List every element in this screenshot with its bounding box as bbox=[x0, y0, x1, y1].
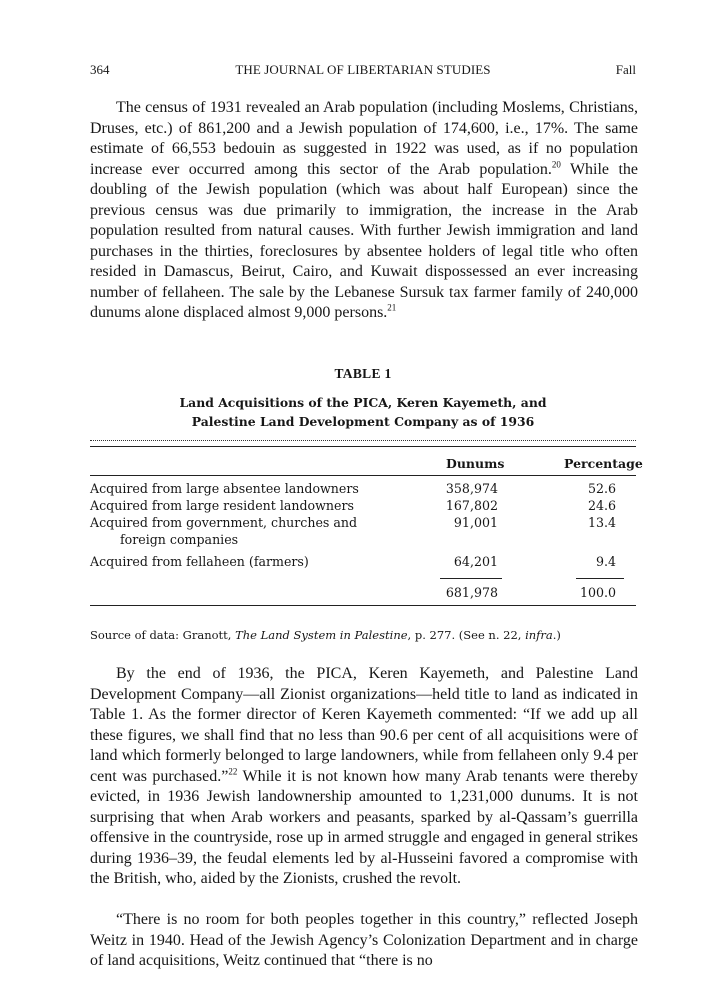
table-bottom-rule bbox=[90, 605, 636, 606]
source-text: Source of data: Granott, bbox=[90, 628, 236, 642]
row-label: Acquired from large resident landowners bbox=[90, 498, 354, 513]
footnote-ref: 22 bbox=[228, 766, 238, 777]
paragraph-census-1931 bbox=[90, 98, 638, 324]
sum-rule-dunums bbox=[440, 578, 502, 579]
percentage-value: 52.6 bbox=[587, 481, 616, 496]
dunums-value: 167,802 bbox=[445, 498, 498, 513]
issue-season: Fall bbox=[615, 62, 636, 77]
dunums-value: 91,001 bbox=[453, 515, 498, 530]
dunums-value: 64,201 bbox=[453, 554, 498, 569]
row-label-continuation: foreign companies bbox=[120, 531, 239, 547]
paragraph-text: By the end of 1936, the PICA, Keren Kayemeth, and Palestine Land Development Company—all Zionist organizations—held title to land as indicated in Table 1. As the former director of Keren Kayemeth commented: “If we add up all these figures, we shall find that no less than 90.6 per cent of all acquisitions were of land which formerly belonged to large landowners, while from fellaheen only 9.4 per cent was purchased.” bbox=[90, 665, 638, 785]
percentage-value: 9.4 bbox=[595, 554, 616, 569]
footnote-ref: 20 bbox=[551, 159, 561, 170]
row-label-text: Acquired from government, churches and bbox=[90, 515, 358, 530]
source-text: , p. 277. (See n. 22, bbox=[407, 628, 526, 642]
source-infra: infra bbox=[525, 628, 553, 642]
row-label: Acquired from large absentee landowners bbox=[90, 481, 359, 496]
paragraph-text: While it is not known how many Arab tenants were thereby evicted, in 1936 Jewish landownership amounted to 1,231,000 dunums. It is not surprising that when Arab workers and peasants, sparked by al-Qassam’s guerrilla offensive in the countryside, rose up in armed struggle and engaged in general strikes during 1936–39, the feudal elements led by al-Husseini favored a compromise with the British, who, aided by the Zionists, crushed the revolt. bbox=[90, 767, 639, 887]
percentage-value: 13.4 bbox=[587, 515, 616, 530]
table-caption-line: Land Acquisitions of the PICA, Keren Kayemeth, and bbox=[179, 395, 547, 410]
total-dunums: 681,978 bbox=[445, 585, 498, 600]
paragraph-text: While the doubling of the Jewish population (which was about half European) since the previous census was due primarily to immigration, the increase in the Arab population resulted from natural causes. With further Jewish immigration and land purchases in the thirties, foreclosures by absentee holders of legal title who often resided in Damascus, Beirut, Cairo, and Kuwait dispossessed an ever increasing number of fellaheen. The sale by the Lebanese Sursuk tax farmer family of 240,000 dunums alone displaced almost 9,000 persons. bbox=[90, 160, 638, 321]
percentage-value: 24.6 bbox=[587, 498, 616, 513]
dunums-value: 358,974 bbox=[445, 481, 498, 496]
paragraph-end-of-1936 bbox=[90, 664, 638, 890]
table-source-note bbox=[90, 628, 638, 642]
sum-rule-percentage bbox=[576, 578, 624, 579]
source-text: .) bbox=[552, 628, 561, 642]
journal-title: THE JOURNAL OF LIBERTARIAN STUDIES bbox=[235, 62, 491, 77]
paragraph-weitz: “There is no room for both peoples together in this country,” reflected Joseph Weitz in 1940. Head of the Jewish Agency’s Colonization Department and in charge of land acquisitions, Weitz continued that “there is no bbox=[90, 911, 638, 969]
column-header-percentage: Percentage bbox=[564, 456, 643, 471]
table-top-rule bbox=[90, 446, 636, 447]
source-book-title: The Land System in Palestine bbox=[235, 628, 408, 642]
table-caption bbox=[150, 393, 576, 431]
row-label bbox=[90, 515, 357, 548]
table-top-rule-dotted bbox=[90, 440, 636, 441]
header-rule bbox=[90, 475, 636, 476]
column-header-dunums: Dunums bbox=[446, 456, 505, 471]
table-label: TABLE 1 bbox=[334, 366, 392, 381]
footnote-ref: 21 bbox=[387, 302, 397, 313]
total-percentage: 100.0 bbox=[579, 585, 616, 600]
page-number: 364 bbox=[90, 62, 110, 77]
row-label: Acquired from fellaheen (farmers) bbox=[90, 554, 309, 569]
paragraph-text: The census of 1931 revealed an Arab population (including Moslems, Christians, Druses, etc.) of 861,200 and a Jewish population of 174,600, i.e., 17%. The same estimate of 66,553 bedouin as suggested in 1922 was used, as if no population increase ever occurred among this sector of the Arab population. bbox=[90, 99, 638, 178]
table-caption-line: Palestine Land Development Company as of 1936 bbox=[191, 414, 535, 429]
running-head bbox=[90, 62, 636, 82]
